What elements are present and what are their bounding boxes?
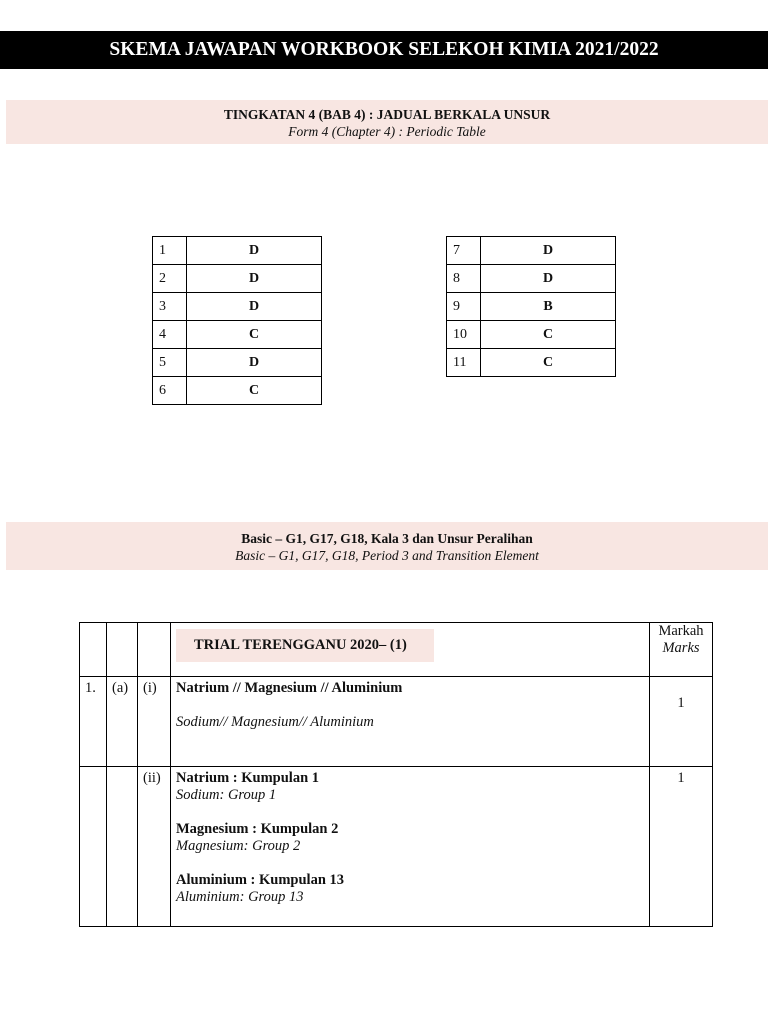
section-header-basic [6, 522, 768, 570]
marks-header-english: Marks [662, 640, 700, 656]
question-number: 10 [447, 321, 481, 349]
question-number: 3 [153, 293, 187, 321]
answer-letter: C [481, 349, 616, 377]
answer-row [447, 237, 616, 265]
question-number: 1 [153, 237, 187, 265]
question-number: 4 [153, 321, 187, 349]
section-header-periodic-table [6, 100, 768, 144]
answer-english: Aluminium: Group 13 [176, 889, 304, 905]
answer-row [153, 237, 322, 265]
document-title: SKEMA JAWAPAN WORKBOOK SELEKOH KIMIA 2021/2022 [0, 31, 768, 69]
answer-malay: Natrium : Kumpulan 1 [176, 770, 320, 786]
question-number: 9 [447, 293, 481, 321]
question-number: 1. [80, 677, 107, 767]
answer-english: Sodium: Group 1 [176, 787, 277, 803]
answer-letter: C [481, 321, 616, 349]
answer-malay: Aluminium : Kumpulan 13 [176, 872, 345, 888]
answer-table-right [446, 236, 616, 377]
answer-malay: Natrium // Magnesium // Aluminium [176, 680, 403, 696]
table-row [80, 677, 713, 767]
answer-letter: B [481, 293, 616, 321]
trial-title: TRIAL TERENGGANU 2020– (1) [176, 629, 434, 662]
answer-row [153, 321, 322, 349]
answer-cell [171, 677, 650, 767]
section-title-english: Basic – G1, G17, G18, Period 3 and Transition Element [235, 548, 539, 563]
answer-letter: C [187, 321, 322, 349]
table-header-row [80, 623, 713, 677]
answer-row [447, 349, 616, 377]
question-number: 6 [153, 377, 187, 405]
trial-title-cell [171, 623, 650, 677]
question-number: 11 [447, 349, 481, 377]
answer-row [153, 265, 322, 293]
answer-english: Sodium// Magnesium// Aluminium [176, 714, 374, 730]
section-title-malay: Basic – G1, G17, G18, Kala 3 dan Unsur Peralihan [241, 531, 533, 546]
answer-row [447, 293, 616, 321]
section-title-malay: TINGKATAN 4 (BAB 4) : JADUAL BERKALA UNSUR [223, 107, 551, 122]
answer-row [153, 377, 322, 405]
answer-letter: D [481, 265, 616, 293]
question-number: 8 [447, 265, 481, 293]
marks-header-malay: Markah [658, 623, 704, 639]
answer-letter: C [187, 377, 322, 405]
question-number: 5 [153, 349, 187, 377]
answer-row [153, 349, 322, 377]
mark-value: 1 [650, 677, 713, 767]
answer-row [447, 321, 616, 349]
answer-row [447, 265, 616, 293]
answer-letter: D [187, 237, 322, 265]
marks-header [650, 623, 713, 677]
answer-english: Magnesium: Group 2 [176, 838, 301, 854]
answer-table-left [152, 236, 322, 405]
section-title-english: Form 4 (Chapter 4) : Periodic Table [288, 124, 486, 139]
mark-value: 1 [650, 767, 713, 927]
question-subpart: (ii) [138, 767, 171, 927]
answer-malay: Magnesium : Kumpulan 2 [176, 821, 339, 837]
answer-letter: D [187, 349, 322, 377]
question-number: 2 [153, 265, 187, 293]
answer-letter: D [481, 237, 616, 265]
question-part: (a) [107, 677, 138, 767]
marking-scheme-table [79, 622, 713, 927]
answer-letter: D [187, 293, 322, 321]
question-subpart: (i) [138, 677, 171, 767]
answer-cell [171, 767, 650, 927]
table-row [80, 767, 713, 927]
answer-row [153, 293, 322, 321]
answer-letter: D [187, 265, 322, 293]
question-number: 7 [447, 237, 481, 265]
